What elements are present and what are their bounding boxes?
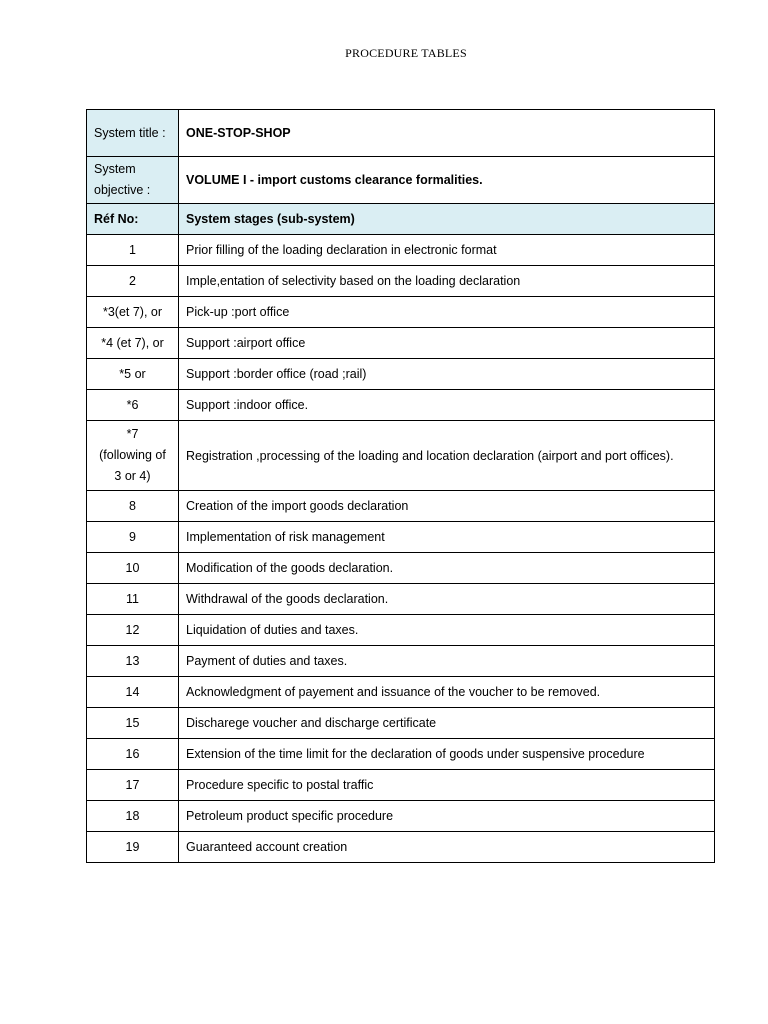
table-row [87, 553, 715, 584]
ref-value: *7 [126, 427, 139, 441]
table-row [87, 421, 715, 491]
ref-cell: 17 [87, 770, 179, 801]
table-row [87, 646, 715, 677]
ref-cell: 16 [87, 739, 179, 770]
table-row [87, 491, 715, 522]
table-row [87, 584, 715, 615]
table-row [87, 708, 715, 739]
system-title-label: System title : [87, 110, 179, 157]
table-row [87, 328, 715, 359]
stage-cell: Procedure specific to postal traffic [179, 770, 715, 801]
table-row [87, 739, 715, 770]
stage-cell: Acknowledgment of payement and issuance of the voucher to be removed. [179, 677, 715, 708]
ref-cell: 1 [87, 235, 179, 266]
stage-cell: Pick-up :port office [179, 297, 715, 328]
stage-cell: Registration ,processing of the loading and location declaration (airport and port offices). [179, 421, 715, 491]
system-title-value: ONE-STOP-SHOP [179, 110, 715, 157]
table-row [87, 770, 715, 801]
ref-cell: 9 [87, 522, 179, 553]
stage-cell: Modification of the goods declaration. [179, 553, 715, 584]
table-row [87, 801, 715, 832]
ref-cell: 15 [87, 708, 179, 739]
column-header-row [87, 204, 715, 235]
stages-column-header: System stages (sub-system) [179, 204, 715, 235]
stage-cell: Support :border office (road ;rail) [179, 359, 715, 390]
system-objective-row [87, 157, 715, 204]
ref-cell: 11 [87, 584, 179, 615]
procedure-table [86, 109, 715, 863]
ref-cell: *6 [87, 390, 179, 421]
ref-column-header: Réf No: [87, 204, 179, 235]
ref-note: (following of 3 or 4) [99, 448, 166, 483]
ref-cell: *4 (et 7), or [87, 328, 179, 359]
table-row [87, 266, 715, 297]
table-row [87, 390, 715, 421]
page-title: PROCEDURE TABLES [345, 46, 467, 60]
ref-cell: 12 [87, 615, 179, 646]
table-row [87, 235, 715, 266]
ref-cell: *5 or [87, 359, 179, 390]
table-row [87, 297, 715, 328]
ref-cell: 18 [87, 801, 179, 832]
stage-cell: Creation of the import goods declaration [179, 491, 715, 522]
table-row [87, 615, 715, 646]
stage-cell: Imple,entation of selectivity based on the loading declaration [179, 266, 715, 297]
table-row [87, 677, 715, 708]
stage-cell: Support :indoor office. [179, 390, 715, 421]
stage-cell: Withdrawal of the goods declaration. [179, 584, 715, 615]
ref-cell: 13 [87, 646, 179, 677]
system-objective-label: System objective : [87, 157, 179, 204]
ref-cell: 14 [87, 677, 179, 708]
ref-cell: 8 [87, 491, 179, 522]
stage-cell: Extension of the time limit for the declaration of goods under suspensive procedure [179, 739, 715, 770]
table-row [87, 832, 715, 863]
system-objective-value: VOLUME I - import customs clearance formalities. [179, 157, 715, 204]
stage-cell: Prior filling of the loading declaration in electronic format [179, 235, 715, 266]
ref-cell: *3(et 7), or [87, 297, 179, 328]
stage-cell: Guaranteed account creation [179, 832, 715, 863]
ref-cell [87, 421, 179, 491]
ref-cell: 2 [87, 266, 179, 297]
system-title-row [87, 110, 715, 157]
stage-cell: Support :airport office [179, 328, 715, 359]
stage-cell: Implementation of risk management [179, 522, 715, 553]
stage-cell: Payment of duties and taxes. [179, 646, 715, 677]
stage-cell: Discharege voucher and discharge certificate [179, 708, 715, 739]
ref-cell: 10 [87, 553, 179, 584]
table-row [87, 522, 715, 553]
table-row [87, 359, 715, 390]
stage-cell: Liquidation of duties and taxes. [179, 615, 715, 646]
ref-cell: 19 [87, 832, 179, 863]
stage-cell: Petroleum product specific procedure [179, 801, 715, 832]
